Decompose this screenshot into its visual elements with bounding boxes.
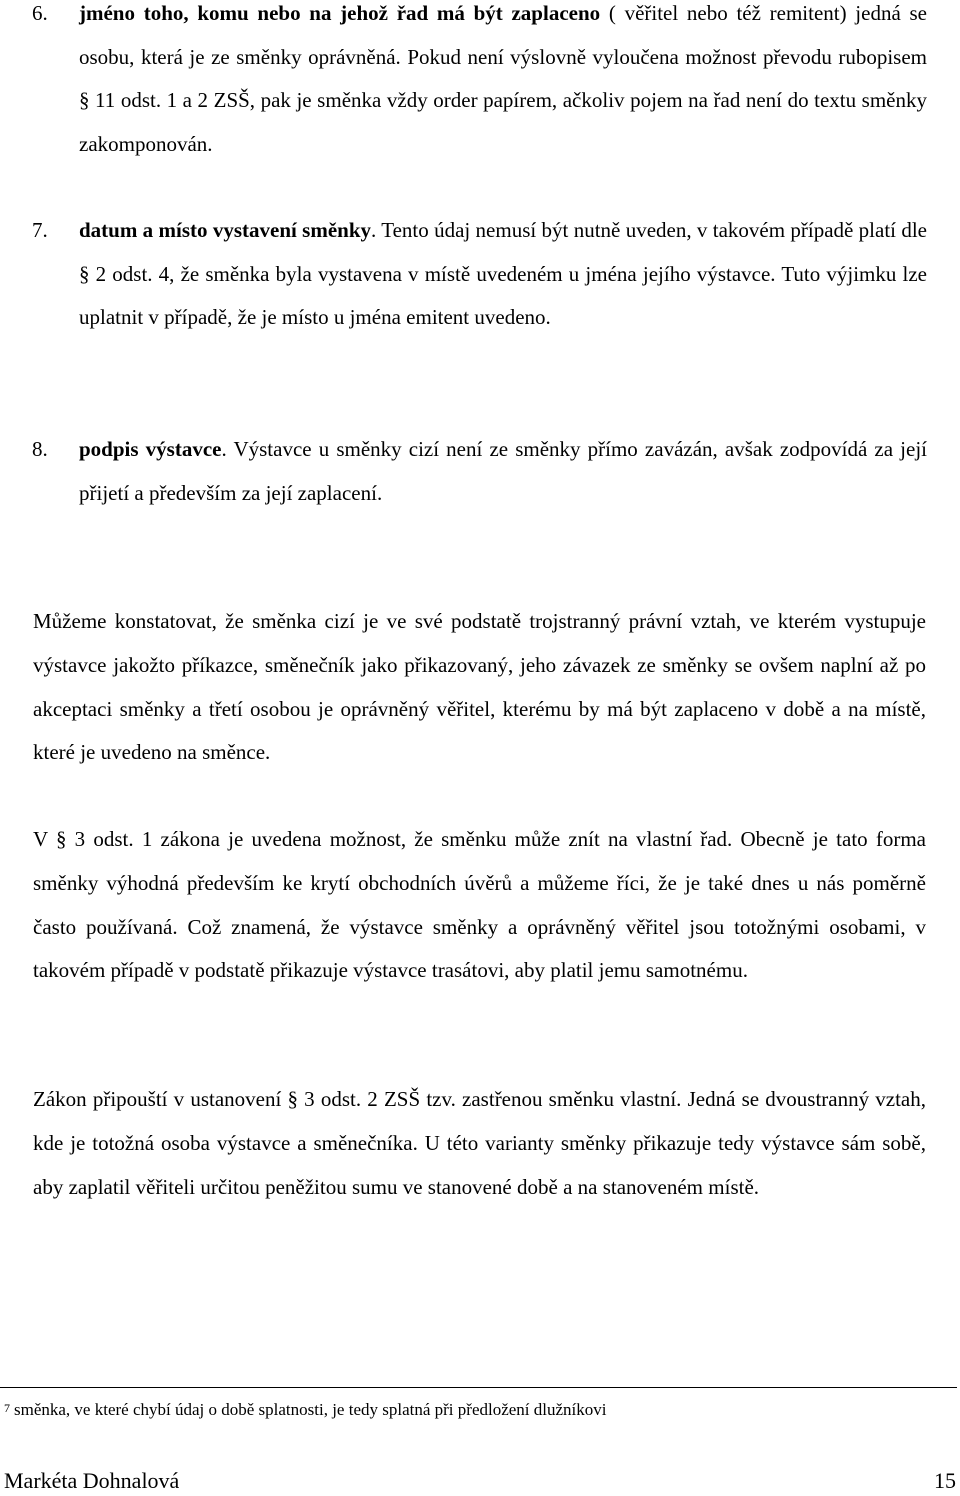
footnote-divider: [0, 1387, 957, 1388]
paragraph-summary: Můžeme konstatovat, že směnka cizí je ve své podstatě trojstranný právní vztah, ve kterém vystupuje výstavce jakožto příkazce, směnečník jako přikazovaný, jeho závazek ze směnky se ovšem naplní až po akceptaci směnky a třetí osobou je oprávněný věřitel, kterému by má být zaplaceno v době a na místě, které je uvedeno na směnce.: [33, 609, 926, 765]
list-item-text: . Tento údaj nemusí být nutně uveden, v takovém případě platí dle § 2 odst. 4, že směnka byla vystavena v místě uvedeném u jména jejího výstavce. Tuto výjimku lze uplatnit v případě, že je místo u jména emitent uvedeno.: [79, 218, 927, 329]
list-item-6: [32, 0, 927, 166]
list-item-7: [32, 209, 927, 340]
footer-author: Markéta Dohnalová: [4, 1468, 180, 1493]
list-item-text: ( věřitel nebo též remitent) jedná se osobu, která je ze směnky oprávněná. Pokud není výslovně vyloučena možnost převodu rubopisem § 11 odst. 1 a 2 ZSŠ, pak je směnka vždy order papírem, ačkoliv pojem na řad není do textu směnky zakomponován.: [79, 1, 927, 156]
list-item-text: . Výstavce u směnky cizí není ze směnky přímo zavázán, avšak zodpovídá za její přijetí a především za její zaplacení.: [79, 437, 927, 505]
list-item-title: datum a místo vystavení směnky: [79, 218, 372, 242]
list-item-title: jméno toho, komu nebo na jehož řad má být zaplaceno: [79, 1, 601, 25]
paragraph-own-order: V § 3 odst. 1 zákona je uvedena možnost, že směnku může znít na vlastní řad. Obecně je tato forma směnky výhodná především ke krytí obchodních úvěrů a můžeme říci, že je také dnes u nás poměrně často používaná. Což znamená, že výstavce směnky a oprávněný věřitel jsou totožnými osobami, v takovém případě v podstatě přikazuje výstavce trasátovi, aby platil jemu samotnému.: [33, 827, 926, 983]
page-number: 15: [934, 1468, 956, 1493]
list-number: 8.: [32, 437, 48, 461]
list-number: 7.: [32, 218, 48, 242]
list-item-title: podpis výstavce: [79, 437, 222, 461]
footnote: [4, 1398, 944, 1422]
list-number: 6.: [32, 1, 48, 25]
paragraph-veiled-note: Zákon připouští v ustanovení § 3 odst. 2 ZSŠ tzv. zastřenou směnku vlastní. Jedná se dvoustranný vztah, kde je totožná osoba výstavce a směnečníka. U této varianty směnky přikazuje tedy výstavce sám sobě, aby zaplatil věřiteli určitou peněžitou sumu ve stanovené době a na stanoveném místě.: [33, 1087, 926, 1199]
footnote-number: 7: [4, 1401, 10, 1415]
footnote-text: směnka, ve které chybí údaj o době splatnosti, je tedy splatná při předložení dlužníkovi: [14, 1400, 607, 1419]
list-item-8: [32, 428, 927, 515]
